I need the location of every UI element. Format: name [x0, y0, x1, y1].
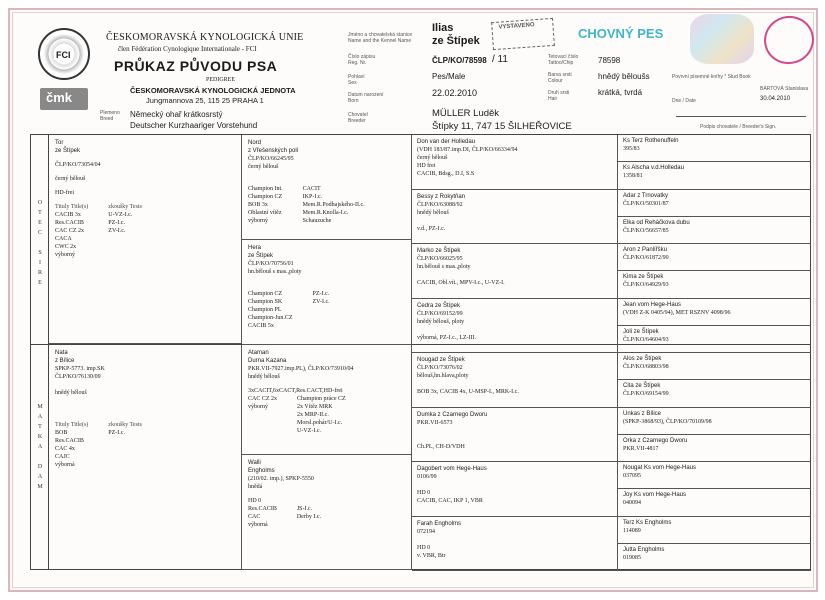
gen4-cell	[618, 544, 811, 571]
gen1-dam-tests-head: zkoušky Tests	[108, 422, 142, 428]
gen3-cell	[412, 190, 618, 245]
gen3-name: Bessy z Rokytňan	[417, 193, 466, 200]
stamp-text: VYSTAVENO	[498, 22, 535, 31]
hologram	[690, 14, 754, 64]
gen3-line: bělouš,hn.hlava,ploty	[417, 373, 469, 379]
label-tattoo: Tetovací číslo Tattoo/Chip	[548, 54, 579, 66]
gen1-sire-tests-head: zkoušky Tests	[108, 204, 142, 210]
side-letter: S	[38, 250, 42, 256]
gen4-name: Joli ze Štípek	[623, 328, 659, 335]
gen2-test-item: 2x Vítěz MRK	[297, 404, 333, 410]
gen4-name: Terz Ks Engholms	[623, 519, 672, 526]
gen4-reg: ČLP/KO/64604/93	[623, 336, 669, 343]
breed-name-de: Deutscher Kurzhaariger Vorstehund	[130, 121, 258, 130]
gen2-tests	[297, 395, 346, 435]
breeder-address: Štípky 11, 747 15 ŠILHEŘOVICE	[432, 121, 572, 132]
gen2-test-item: Derby I.c.	[296, 514, 321, 520]
gen1-sire-reg: ČLP/KO/73054/04	[55, 162, 101, 168]
gen3-line: HD 0	[417, 544, 431, 551]
gen2-test-item: Mem.R.Knolla-I.c.	[302, 210, 349, 216]
gen4-reg: 114089	[623, 527, 641, 534]
gen3-line: CACIB, CAC, IKP 1, VBR	[417, 498, 483, 504]
label-breeder-sign: Podpis chovatele / Breeder's Sign.	[700, 124, 777, 130]
side-label-dam	[36, 402, 44, 492]
gen2-title-item: výborná	[248, 522, 268, 528]
gen1-sire-titles	[55, 211, 88, 259]
dog-kennel: ze Štípek	[432, 35, 480, 47]
dog-reg: ČLP/KO/78598	[432, 56, 487, 65]
gen2-extra: 3xCACIT,6xCACT,Res.CACT,HD-frei	[248, 388, 343, 394]
gen4-name: Ks Terz Rothenuffeln	[623, 138, 679, 144]
dog-tattoo: 78598	[598, 56, 621, 65]
gen4-reg: ČLP/KO/69154/99	[623, 391, 669, 398]
gen4-name: Elka od Reháčkova dubu	[623, 219, 690, 226]
gen3-line: CACIB, Bdsg., D.I, S.S	[417, 171, 475, 177]
gen2-name: Hera	[248, 245, 262, 251]
gen3-line	[417, 271, 612, 279]
label-first-owner: Povrvní písemné kníhy * Stud Book	[672, 74, 751, 80]
gen2-test-item: 2x MRP-II.c.	[297, 412, 329, 418]
gen1-dam-titles-head: Tituly Title(s)	[55, 422, 89, 428]
dog-colour: hnědý běloušs	[598, 72, 650, 81]
org-address: Jungmannova 25, 115 25 PRAHA 1	[146, 96, 264, 105]
gen4-cell	[618, 353, 811, 380]
gen4-reg: ČLP/KO/61872/90	[623, 255, 669, 261]
gen2-title-item: Champion Int.	[248, 186, 283, 192]
gen3-name: Dagobert vom Hege-Haus	[417, 466, 487, 472]
gen2-tests	[297, 505, 321, 529]
cmk-logo	[40, 88, 88, 110]
gen3-cell	[412, 244, 618, 299]
org-jednota: ČESKOMORAVSKÁ KYNOLOGICKÁ JEDNOTA	[130, 86, 296, 95]
gen3-line	[417, 435, 612, 443]
gen4-cell	[618, 435, 811, 462]
gen2-tests	[313, 290, 330, 330]
gen4-name: Adar z Trnovatky	[623, 192, 669, 199]
gen2-details	[248, 395, 405, 435]
gen3-line: ČLP/KO/63088/92	[417, 201, 463, 208]
gen3-cell	[412, 408, 618, 463]
gen1-sire-titles-item: Res.CACIB	[55, 220, 84, 226]
gen3-line	[417, 326, 612, 334]
gen2-extra: HD 0	[248, 498, 262, 504]
gen4-name: Cita ze Štípek	[623, 383, 661, 390]
gen2-details	[248, 505, 405, 529]
gen3-line: hnědý bělouš, ploty	[417, 318, 465, 325]
gen3-line: výborná, PZ-I.c., LZ-III.	[417, 334, 477, 341]
signature-line	[676, 116, 806, 117]
gen3-name: Dumka z Czarnego Dworu	[417, 411, 488, 418]
gen4-reg: 037095	[623, 473, 641, 479]
gen3-line: černý bělouš	[417, 155, 448, 161]
gen1-sire-hd: HD-frei	[55, 190, 74, 196]
gen1-sire-name: Tor	[55, 140, 64, 146]
side-letter: A	[37, 444, 43, 450]
label-name: Jméno a chovatelská stanice Name and the Kennel Name	[348, 32, 413, 44]
side-label-sire	[36, 198, 44, 288]
gen2-reg: (210/02. imp.), SPKP-5550	[248, 476, 314, 482]
gen4-name: Ks Alscha v.d.Holledau	[623, 165, 684, 172]
breed-name-cz: Německý ohař krátkosrstý	[130, 110, 223, 119]
label-colour: Barva srsti Colour	[548, 72, 572, 84]
gen4-cell	[618, 326, 811, 353]
gen2-colour: černý bělouš	[248, 164, 279, 170]
gen3-line: ČLP/KO/66025/95	[417, 256, 463, 262]
gen4-reg: 040094	[623, 500, 641, 507]
org-name: ČESKOMORAVSKÁ KYNOLOGICKÁ UNIE	[106, 32, 304, 43]
gen3-name: Cedra ze Štípek	[417, 302, 461, 309]
gen4-reg: (SPKP-3868/93), ČLP/KO/70109/98	[623, 418, 712, 425]
side-letter: C	[37, 230, 42, 236]
sign-date: 30.04.2010	[760, 96, 791, 102]
side-letter: A	[37, 474, 43, 480]
gen2-colour: hn.bělouš s mas.,ploty	[248, 269, 302, 275]
gen4-cell	[618, 135, 811, 162]
gen4-name: Aron z Panlířšku	[623, 247, 668, 253]
gen2-cell	[242, 135, 412, 240]
gen1-dam-cell	[49, 345, 242, 570]
gen4-reg: ČLP/KO/56657/85	[623, 227, 669, 234]
gen3-line	[417, 536, 612, 544]
gen1-sire-tests-item: ZV-I.c.	[108, 228, 126, 234]
side-letter: D	[37, 464, 43, 470]
gen2-test-item: Morsl.pohár/U-I.c.	[297, 420, 343, 426]
label-born: Datum narození Born	[348, 92, 384, 104]
gen4-cell	[618, 162, 811, 189]
gen3-line: hn.bělouš s mas.,ploty	[417, 264, 471, 270]
gen2-details	[248, 185, 405, 225]
side-letter	[36, 452, 44, 462]
gen1-dam-tests	[108, 429, 142, 437]
gen3-line: CACIB, Obl.vít., MPV-I.c., U-VZ-I.	[417, 280, 505, 286]
gen3-line: (VDH 183/87.imp.DI, ČLP/KO/66334/94	[417, 147, 518, 153]
gen3-line: PKR.VII-6573	[417, 419, 453, 426]
side-letter: I	[39, 260, 41, 266]
gen2-title-item: Champion PL	[248, 307, 282, 313]
gen2-cell	[242, 345, 412, 455]
gen2-title-item: výborný	[248, 404, 268, 410]
gen2-titles	[248, 290, 293, 330]
gen4-name: Kima ze Štípek	[623, 274, 664, 281]
gen3-line	[417, 427, 612, 435]
gen2-test-item: Champion práce CZ	[297, 396, 346, 402]
fci-logo-text: FCI	[56, 50, 71, 60]
gen1-sire-titles-item: CAC CZ 2x	[55, 228, 85, 234]
gen1-dam-titles	[55, 429, 88, 469]
gen1-sire-titles-item: CACIB 3x	[55, 212, 81, 218]
gen2-name: Nord	[248, 140, 262, 146]
gen2-title-item: CACIB 5x	[248, 323, 274, 329]
side-letter: M	[37, 484, 43, 490]
gen1-dam-reg1: SPKP-5773. imp.SK	[55, 366, 105, 372]
gen2-reg: ČLP/KO/66245/95	[248, 156, 294, 162]
gen2-reg: PKR.VII-7927.imp.PL), ČLP/KO/73910/04	[248, 366, 354, 372]
gen2-cell	[242, 240, 412, 345]
side-letter: K	[37, 434, 43, 440]
gen2-name: Ataman	[248, 350, 269, 356]
gen4-name: Orka z Czarnego Dworu	[623, 437, 688, 444]
gen4-cell	[618, 217, 811, 244]
gen2-name: Walli	[248, 460, 261, 466]
gen4-cell	[618, 517, 811, 544]
gen2-test-item: Schauzuche	[302, 218, 332, 224]
gen1-dam-titles-item: CAC 4x	[55, 446, 75, 452]
signer-name: BÁRTOVÁ Stanislava	[760, 86, 809, 92]
gen2-test-item: CACIT	[302, 186, 321, 192]
gen4-name: Jean vom Hege-Haus	[623, 301, 682, 308]
gen1-dam-titles-item: CAJC	[55, 454, 70, 460]
gen3-cell	[412, 517, 618, 572]
document-title: PRŮKAZ PŮVODU PSA	[114, 58, 278, 74]
gen2-title-item: Champion CZ	[248, 291, 283, 297]
gen2-titles	[248, 505, 277, 529]
gen3-cell	[412, 299, 618, 354]
gen4-cell	[618, 462, 811, 489]
gen1-dam-kennel: z Bílice	[55, 358, 75, 364]
gen4-reg: 395/83	[623, 146, 640, 152]
gen3-line: 072194	[417, 528, 435, 535]
gen4-reg: ČLP/KO/50301/87	[623, 200, 669, 207]
side-letter: T	[38, 424, 42, 430]
gen2-cell	[242, 455, 412, 570]
chovny-pes-label: CHOVNÝ PES	[578, 26, 664, 41]
gen4-reg: PKR.VII-4817	[623, 445, 659, 452]
gen1-sire-cell	[49, 135, 242, 344]
gen1-dam-name: Nata	[55, 350, 68, 356]
gen4-reg: (VDH Z-K 0405/94), MET RSZNV 4098/96	[623, 309, 731, 316]
gen1-sire-tests-item: PZ-I.c.	[108, 220, 125, 226]
gen2-title-item: CAC	[248, 514, 261, 520]
gen2-colour: hnědá	[248, 484, 263, 490]
gen3-cell	[412, 353, 618, 408]
gen3-cell	[412, 135, 618, 190]
gen2-title-item: Res.CACIB	[248, 506, 277, 512]
gen2-title-item: BOB 3x	[248, 202, 268, 208]
side-letter: E	[38, 220, 42, 226]
gen1-sire-tests	[108, 211, 142, 235]
side-letter	[36, 238, 44, 248]
gen4-name: Jutta Engholms	[623, 546, 665, 553]
pedigree-label: PEDIGREE	[206, 77, 235, 83]
gen3-cell	[412, 462, 618, 517]
label-sex: Pohlaví Sex	[348, 74, 365, 86]
gen3-name: Don van der Holledau	[417, 139, 476, 145]
gen2-title-item: CAC CZ 2x	[248, 396, 278, 402]
gen3-line: 0106/99	[417, 474, 437, 480]
gen1-sire-titles-item: CWC 2x	[55, 244, 77, 250]
breeder-name: MÜLLER Luděk	[432, 108, 500, 119]
org-fci-member: člen Fédération Cynologique Internationale - FCI	[118, 45, 257, 53]
gen3-line: ČLP/KO/69152/99	[417, 310, 463, 317]
gen4-name: Joy Ks vom Hege-Haus	[623, 492, 687, 499]
side-letter: A	[37, 414, 43, 420]
dog-hair: krátká, tvrdá	[598, 88, 643, 97]
gen1-dam-titles-item: BOB	[55, 430, 68, 436]
gen1-sire-tests-item: U-VZ-I.c.	[108, 212, 133, 218]
gen2-kennel: z Vřešenských polí	[248, 148, 299, 154]
gen3-name: Nougad ze Štípek	[417, 357, 465, 363]
gen2-kennel: ze Štípek	[248, 253, 274, 259]
gen1-sire-titles-item: CACA	[55, 236, 72, 242]
gen4-cell	[618, 244, 811, 271]
side-letter: O	[37, 200, 43, 206]
gen2-test-item: IKP-I.c.	[302, 194, 322, 200]
gen3-line	[417, 217, 612, 225]
side-letter: M	[37, 404, 43, 410]
gen1-sire-titles-head: Tituly Title(s)	[55, 204, 89, 210]
gen1-dam-titles-item: výborná	[55, 462, 75, 468]
gen2-test-item: ZV-I.c.	[312, 299, 330, 305]
gen2-details	[248, 290, 405, 330]
gen4-reg: ČLP/KO/64929/93	[623, 282, 669, 289]
stamp-vystaveno	[491, 18, 555, 50]
gen4-cell	[618, 271, 811, 298]
dog-reg-suffix: / 11	[492, 54, 508, 65]
side-letter: T	[38, 210, 42, 216]
gen4-name: Nougat Ks vom Hege-Haus	[623, 465, 697, 471]
gen3-line	[417, 380, 612, 388]
side-letter: R	[37, 270, 42, 276]
gen2-test-item: U-VZ-I.c.	[297, 428, 322, 434]
gen2-title-item: Oblastní vítěz	[248, 210, 282, 216]
gen3-line: hnědý bělouš	[417, 209, 449, 216]
gen3-line: ČLP/KO/73076/02	[417, 365, 463, 371]
gen3-line: v.d., PZ-I.c.	[417, 225, 446, 232]
gen2-kennel: Durna Kazana	[248, 358, 287, 364]
gen2-test-item: Mem.R.Podhajského-II.c.	[302, 202, 365, 208]
dog-sex: Pes/Male	[432, 72, 466, 81]
gen2-kennel: Engholms	[248, 468, 275, 474]
label-hair: Druh srsti Hair	[548, 90, 570, 102]
label-breeder: Chovatel Breeder	[348, 112, 368, 124]
gen4-cell	[618, 299, 811, 326]
gen3-line: HD 0	[417, 490, 431, 496]
gen2-colour: hnědý bělouš	[248, 374, 280, 380]
gen2-titles	[248, 395, 277, 435]
cmk-logo-mark: čmk	[46, 90, 73, 105]
gen4-reg: 019085	[623, 554, 641, 561]
gen4-cell	[618, 408, 811, 435]
label-date: Dne / Date	[672, 98, 696, 104]
gen3-line: v. VBR, Btr	[417, 552, 446, 559]
gen1-dam-tests-item: PZ-I.c.	[108, 430, 125, 436]
gen1-dam-reg2: ČLP/KO/76130/09	[55, 374, 101, 380]
gen3-line: Ch.PL, CH-D/VDH	[417, 443, 465, 450]
gen4-cell	[618, 380, 811, 407]
gen2-reg: ČLP/KO/70756/01	[248, 261, 294, 267]
gen1-sire-titles-item: výborný	[55, 252, 75, 258]
gen4-reg: ČLP/KO/68803/98	[623, 364, 669, 370]
gen2-titles	[248, 185, 283, 225]
gen3-line: HD frei	[417, 163, 436, 169]
dog-name: Ilias	[432, 22, 454, 34]
gen1-dam-colour: hnědý bělouš	[55, 390, 87, 396]
gen4-reg: 1358/81	[623, 173, 643, 180]
side-letter: E	[38, 280, 42, 286]
gen2-title-item: Champion SK	[248, 299, 283, 305]
gen2-test-item: JS-I.c.	[296, 506, 313, 512]
label-reg: Číslo zápisu Reg. Nr.	[348, 54, 376, 66]
gen1-dam-titles-item: Res.CACIB	[55, 438, 84, 444]
gen2-title-item: Champion-Jun.CZ	[248, 315, 293, 321]
gen3-line	[417, 481, 612, 489]
gen2-tests	[303, 185, 365, 225]
gen4-name: Alos ze Štípek	[623, 356, 662, 362]
gen4-cell	[618, 489, 811, 516]
fci-logo	[38, 28, 90, 80]
gen4-name: Unkas z Bílice	[623, 410, 662, 417]
gen3-name: Marko ze Štípek	[417, 248, 461, 254]
gen3-name: Farah Engholms	[417, 520, 462, 527]
gen2-title-item: Champion CZ	[248, 194, 283, 200]
gen2-test-item: PZ-I.c.	[312, 291, 330, 297]
gen1-sire-colour: černý bělouš	[55, 176, 86, 182]
breed-label: Plemeno Breed	[100, 110, 120, 122]
gen2-title-item: výborný	[248, 218, 268, 224]
gen3-line: BOB 3x, CACIB 4x, U-MSP-I., MRK-I.c.	[417, 389, 519, 395]
gen1-sire-kennel: ze Štípek	[55, 148, 81, 154]
dog-born: 22.02.2010	[432, 88, 478, 98]
gen4-cell	[618, 190, 811, 217]
